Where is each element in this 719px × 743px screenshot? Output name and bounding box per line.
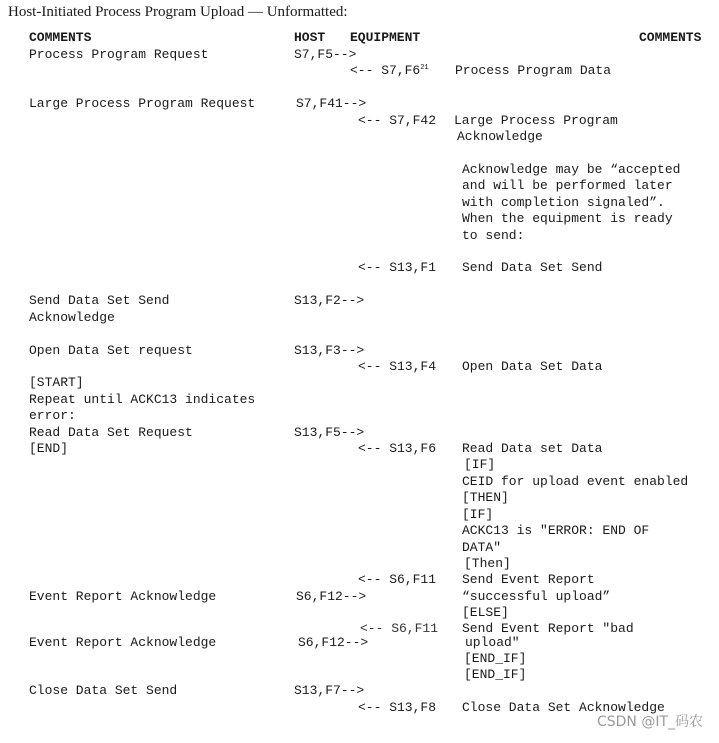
comment-send-event-report-b: Send Event Report "bad	[462, 621, 634, 636]
comment-error: error:	[29, 408, 76, 423]
comment-large-pp-ack-line1: Large Process Program	[454, 113, 618, 128]
comment-close-data-set-send: Close Data Set Send	[29, 683, 178, 698]
footnote-marker: 21	[420, 64, 429, 72]
host-message-s13f3: S13,F3-->	[294, 343, 365, 358]
equipment-message-s6f11-a: <-- S6,F11	[358, 572, 437, 587]
comment-start: [START]	[29, 375, 84, 390]
comment-ack-note-line3: with completion signaled”.	[462, 195, 665, 210]
equipment-message-s6f11-b: <-- S6,F11	[360, 621, 439, 636]
comment-end: [END]	[29, 441, 69, 456]
watermark: CSDN @IT_码农	[596, 714, 703, 730]
comment-if-2: [IF]	[462, 507, 494, 522]
header-comments-right: COMMENTS	[639, 30, 702, 45]
comment-send-data-set-ack-line1: Send Data Set Send	[29, 293, 170, 308]
host-message-s7f5: S7,F5-->	[294, 47, 357, 62]
comment-end-if-2: [END_IF]	[464, 667, 527, 682]
host-message-s7f41: S7,F41-->	[296, 96, 367, 111]
comment-upload: upload"	[465, 635, 520, 650]
comment-large-process-program-request: Large Process Program Request	[29, 96, 256, 111]
header-comments-left: COMMENTS	[29, 30, 92, 45]
comment-then-2: [Then]	[464, 556, 511, 571]
comment-data: DATA"	[462, 540, 502, 555]
comment-send-event-report-a: Send Event Report	[462, 572, 595, 587]
comment-then-1: [THEN]	[462, 490, 509, 505]
comment-else: [ELSE]	[462, 605, 509, 620]
equipment-message-s13f6: <-- S13,F6	[358, 441, 437, 456]
equipment-message-s13f8: <-- S13,F8	[358, 700, 437, 715]
equipment-message-s13f4: <-- S13,F4	[358, 359, 437, 374]
host-message-s13f7: S13,F7-->	[294, 683, 365, 698]
host-message-s6f12-a: S6,F12-->	[296, 589, 367, 604]
comment-close-data-set-ack: Close Data Set Acknowledge	[462, 700, 665, 715]
comment-ack-note-line4: When the equipment is ready	[462, 211, 673, 226]
comment-if-1: [IF]	[464, 457, 496, 472]
header-equipment: EQUIPMENT	[350, 30, 421, 45]
comment-send-data-set-ack-line2: Acknowledge	[29, 310, 115, 325]
comment-send-data-set-send: Send Data Set Send	[462, 260, 603, 275]
comment-read-data-set-data: Read Data set Data	[462, 441, 603, 456]
comment-successful-upload: “successful upload”	[462, 589, 611, 604]
header-host: HOST	[294, 30, 326, 45]
comment-end-if-1: [END_IF]	[464, 651, 527, 666]
page-title: Host-Initiated Process Program Upload — Unformatted:	[8, 4, 348, 20]
comment-large-pp-ack-line2: Acknowledge	[457, 129, 543, 144]
comment-process-program-data: Process Program Data	[455, 63, 612, 78]
comment-ack-note-line5: to send:	[462, 228, 525, 243]
comment-open-data-set-data: Open Data Set Data	[462, 359, 603, 374]
comment-ceid-enabled: CEID for upload event enabled	[462, 474, 689, 489]
comment-event-report-ack-a: Event Report Acknowledge	[29, 589, 217, 604]
comment-repeat-until: Repeat until ACKC13 indicates	[29, 392, 256, 407]
comment-ack-note-line2: and will be performed later	[462, 178, 673, 193]
equipment-message-s7f6: <-- S7,F6$^{21}$	[350, 63, 429, 78]
host-message-s13f5: S13,F5-->	[294, 425, 365, 440]
equipment-message-s7f42: <-- S7,F42	[358, 113, 437, 128]
comment-process-program-request: Process Program Request	[29, 47, 209, 62]
comment-read-data-set-request: Read Data Set Request	[29, 425, 193, 440]
equipment-message-s13f1: <-- S13,F1	[358, 260, 437, 275]
comment-ack-note-line1: Acknowledge may be “accepted	[462, 162, 681, 177]
host-message-s6f12-b: S6,F12-->	[298, 635, 369, 650]
comment-open-data-set-request: Open Data Set request	[29, 343, 193, 358]
comment-event-report-ack-b: Event Report Acknowledge	[29, 635, 217, 650]
host-message-s13f2: S13,F2-->	[294, 293, 365, 308]
comment-ackc13-error: ACKC13 is "ERROR: END OF	[462, 523, 650, 538]
